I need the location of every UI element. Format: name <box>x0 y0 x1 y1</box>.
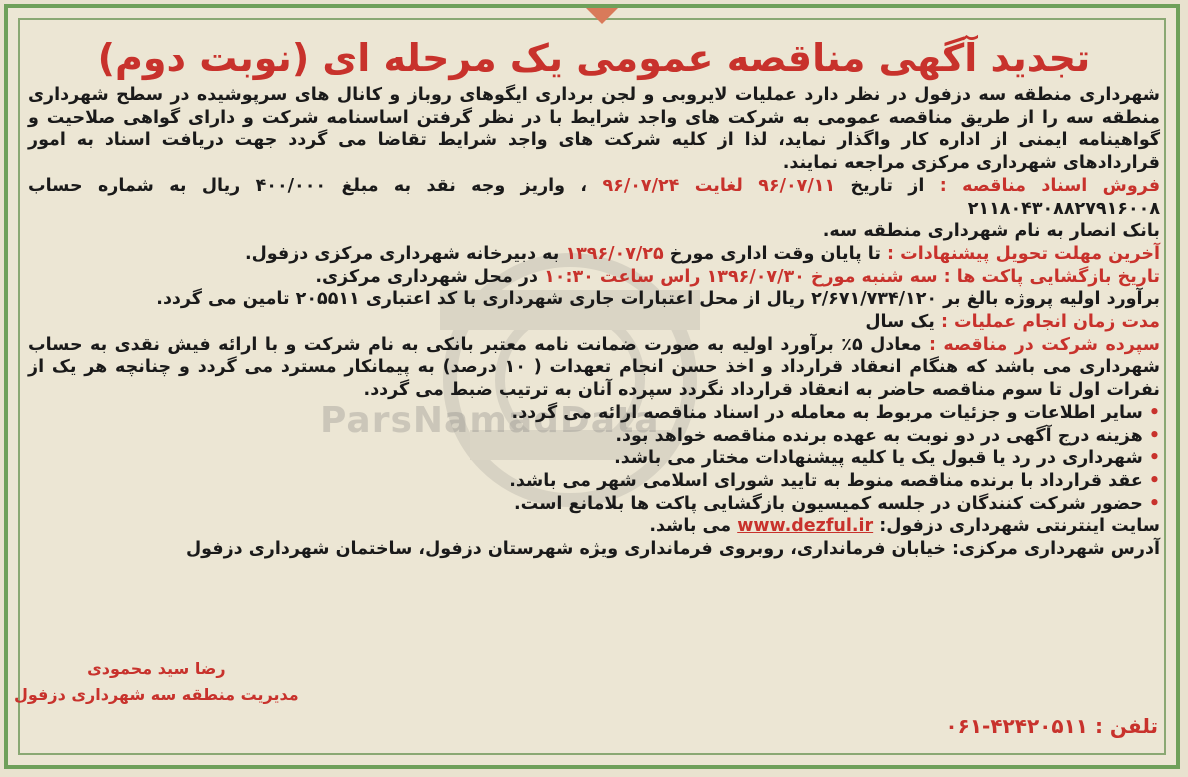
deadline-text1: تا پایان وقت اداری مورخ <box>669 243 881 264</box>
deadline-label: آخرین مهلت تحویل پیشنهادات : <box>887 243 1160 264</box>
website-text2: می باشد. <box>649 516 732 537</box>
duration-label: مدت زمان انجام عملیات : <box>940 312 1160 333</box>
website-link[interactable]: www.dezful.ir <box>737 516 874 537</box>
phone-label: تلفن : <box>1094 714 1158 738</box>
estimate-paragraph: برآورد اولیه پروژه بالغ بر ۲/۶۷۱/۷۳۴/۱۲۰ ریال از محل اعتبارات جاری شهرداری با کد اعتباری ۲۰۵۵۱۱ تامین می گردد. <box>156 289 1160 310</box>
bullet-item <box>28 470 1160 493</box>
notice-title: تجدید آگهی مناقصه عمومی یک مرحله ای (نوبت دوم) <box>97 36 1091 80</box>
sale-date-from: ۹۶/۰۷/۱۱ <box>758 175 836 196</box>
sale-text2: لغایت <box>694 175 743 196</box>
bullet-item <box>28 493 1160 516</box>
sale-text4: بانک انصار به نام شهرداری منطقه سه. <box>822 221 1160 242</box>
tender-notice <box>28 30 1160 760</box>
signature-block <box>14 656 299 708</box>
sale-section <box>28 175 1160 243</box>
bullet-item <box>28 447 1160 470</box>
signatory-name: رضا سید محمودی <box>87 659 226 678</box>
phone-value: ۰۶۱-۴۲۴۲۰۵۱۱ <box>945 714 1088 738</box>
bullet-text: عقد قرارداد با برنده مناقصه منوط به تایید شورای اسلامی شهر می باشد. <box>509 470 1143 491</box>
signatory-role: مدیریت منطقه سه شهرداری دزفول <box>14 685 299 704</box>
deposit-label: سپرده شرکت در مناقصه : <box>928 334 1161 355</box>
intro-paragraph: شهرداری منطقه سه دزفول در نظر دارد عملیات لایروبی و لجن برداری ایگوهای روباز و کانال های سرپوشیده در سطح شهرداری منطقه سه را از طریق مناقصه عمومی به شرکت های واجد شرایط با در نظر گرفتن اساسنامه شرکت و دارای گواهی صلاحیت و گواهینامه ایمنی از اداره کار واگذار نماید، لذا از کلیه شرکت های واجد شرایط تقاضا می گردد جهت دریافت اسناد به امور قراردادهای شهرداری مرکزی مراجعه نمایند. <box>28 85 1160 174</box>
opening-section <box>28 266 1160 289</box>
deposit-section <box>28 334 1160 402</box>
sale-text1: از تاریخ <box>850 175 925 196</box>
opening-text: در محل شهرداری مرکزی. <box>315 266 538 287</box>
top-notch-ornament <box>586 8 618 24</box>
watermark-brand: ParsNamadData <box>320 400 660 441</box>
opening-date: سه شنبه مورخ ۱۳۹۶/۰۷/۳۰ راس ساعت ۱۰:۳۰ <box>544 266 938 287</box>
phone-line <box>945 714 1158 738</box>
bullet-dot-icon: • <box>1148 402 1160 423</box>
bullet-dot-icon: • <box>1148 493 1160 514</box>
opening-label: تاریخ بازگشایی پاکت ها : <box>943 266 1160 287</box>
duration-section <box>28 311 1160 334</box>
duration-text: یک سال <box>865 312 935 333</box>
bullet-dot-icon: • <box>1148 470 1160 491</box>
deadline-text2: به دبیرخانه شهرداری مرکزی دزفول. <box>244 243 560 264</box>
website-line <box>28 515 1160 538</box>
bullet-text: حضور شرکت کنندگان در جلسه کمیسیون بازگشایی پاکت ها بلامانع است. <box>514 493 1143 514</box>
deposit-text: معادل ۵٪ برآورد اولیه به صورت ضمانت نامه معتبر بانکی به نام شرکت و با ارائه فیش نقدی به حساب شهرداری می باشد که هنگام انعقاد قرارداد و اخذ حسن انجام تعهدات ( ۱۰ درصد) به پیمانکار مسترد می گردد و چنانچه هر یک از نفرات اول تا سوم مناقصه حاضر به انعقاد قرارداد نگردد سپرده آنان به ترتیب ضبط می گردد. <box>28 334 1160 401</box>
sale-text3: ، واریز وجه نقد به مبلغ ۴۰۰/۰۰۰ ریال به شماره حساب ۲۱۱۸۰۴۳۰۸۸۲۷۹۱۶۰۰۸ <box>28 175 1160 219</box>
bullet-dot-icon: • <box>1148 425 1160 446</box>
bullet-text: شهرداری در رد یا قبول یک یا کلیه پیشنهادات مختار می باشد. <box>614 448 1143 469</box>
bullet-text: سایر اطلاعات و جزئیات مربوط به معامله در اسناد مناقصه ارائه می گردد. <box>511 402 1143 423</box>
address-line: آدرس شهرداری مرکزی: خیابان فرمانداری، روبروی فرمانداری ویژه شهرستان دزفول، ساختمان شهرداری دزفول <box>185 539 1160 560</box>
deadline-date: ۱۳۹۶/۰۷/۲۵ <box>565 243 664 264</box>
sale-date-to: ۹۶/۰۷/۲۴ <box>602 175 680 196</box>
website-text1: سایت اینترنتی شهرداری دزفول: <box>879 516 1160 537</box>
bullet-dot-icon: • <box>1148 448 1160 469</box>
deadline-section <box>28 243 1160 266</box>
sale-label: فروش اسناد مناقصه : <box>939 175 1161 196</box>
bullet-text: هزینه درج آگهی در دو نوبت به عهده برنده مناقصه خواهد بود. <box>615 425 1143 446</box>
bullet-item <box>28 425 1160 448</box>
bullet-item <box>28 402 1160 425</box>
